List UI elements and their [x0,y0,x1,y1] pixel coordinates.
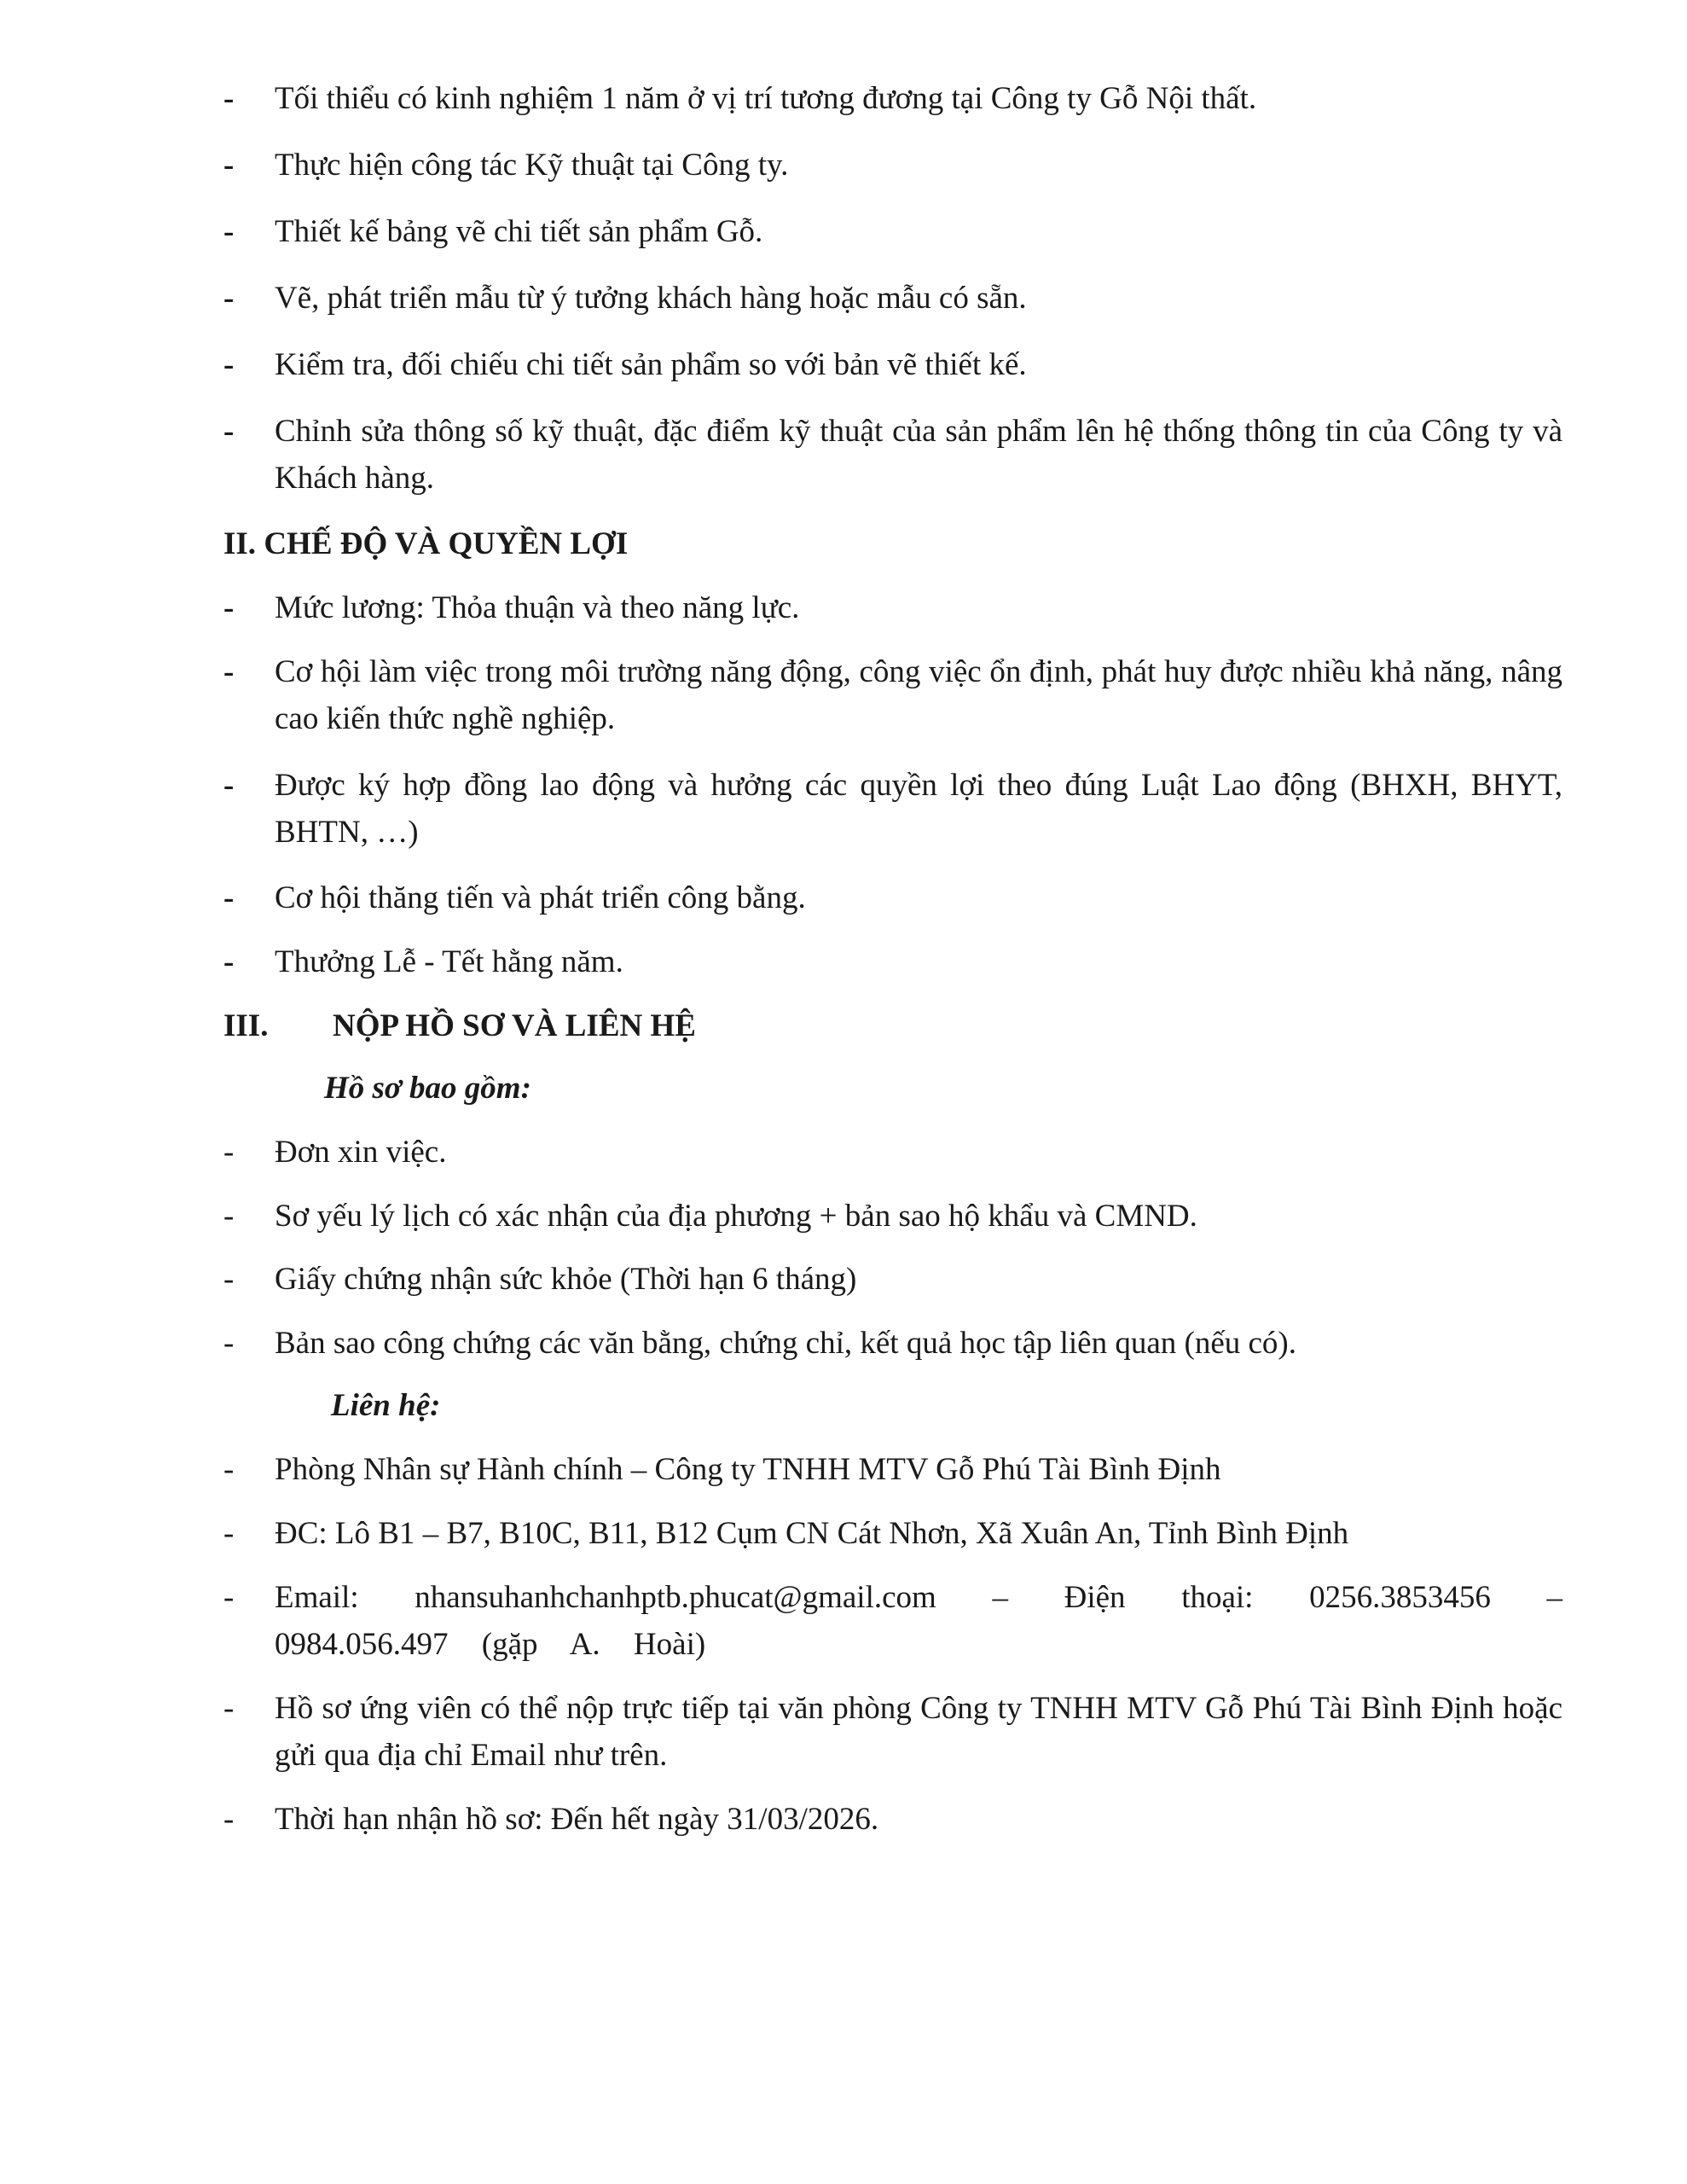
list-item-text: Được ký hợp đồng lao động và hưởng các quyền lợi theo đúng Luật Lao động (BHXH, BHYT, BHTN, …) [275,768,1562,850]
list-item-text: Mức lương: Thỏa thuận và theo năng lực. [275,590,800,625]
list-item-text: Thời hạn nhận hồ sơ: Đến hết ngày 31/03/2026. [275,1802,879,1837]
list-item-text: Vẽ, phát triển mẫu từ ý tưởng khách hàng hoặc mẫu có sẵn. [275,281,1027,316]
list-item-text: Bản sao công chứng các văn bằng, chứng chỉ, kết quả học tập liên quan (nếu có). [275,1326,1297,1361]
list-item-text: Chỉnh sửa thông số kỹ thuật, đặc điểm kỹ thuật của sản phẩm lên hệ thống thông tin của Công ty và Khách hàng. [275,414,1562,496]
list-item-text: Đơn xin việc. [275,1135,447,1170]
list-item-text: ĐC: Lô B1 – B7, B10C, B11, B12 Cụm CN Cát Nhơn, Xã Xuân An, Tỉnh Bình Định [275,1516,1349,1551]
section-number: III. [223,1008,269,1043]
section-title: CHẾ ĐỘ VÀ QUYỀN LỢI [264,526,629,561]
bullet-dash: - [223,1326,235,1361]
list-item-text: Sơ yếu lý lịch có xác nhận của địa phương + bản sao hộ khẩu và CMND. [275,1199,1197,1234]
bullet-dash: - [223,1802,235,1837]
documents-subheading: Hồ sơ bao gồm: [324,1071,531,1106]
bullet-dash: - [223,1452,235,1487]
list-item-text: Kiểm tra, đối chiếu chi tiết sản phẩm so với bản vẽ thiết kế. [275,347,1027,382]
section-heading-benefits [223,520,628,567]
list-item-text: Thưởng Lễ - Tết hằng năm. [275,944,623,979]
bullet-dash: - [223,590,235,625]
section-number: II. [223,526,257,561]
bullet-dash: - [223,944,235,979]
list-item-text: Email: nhansuhanhchanhptb.phucat@gmail.com – Điện thoại: 0256.3853456 – 0984.056.497 (gặp A. Hoài) [275,1580,1562,1662]
list-item-text: Tối thiểu có kinh nghiệm 1 năm ở vị trí tương đương tại Công ty Gỗ Nội thất. [275,81,1257,116]
bullet-dash: - [223,1262,235,1297]
bullet-dash: - [223,214,235,249]
bullet-dash: - [223,1516,235,1551]
bullet-dash: - [223,880,235,915]
contact-subheading: Liên hệ: [331,1388,441,1423]
bullet-dash: - [223,81,235,116]
list-item-text: Thiết kế bảng vẽ chi tiết sản phẩm Gỗ. [275,214,763,249]
bullet-dash: - [223,347,235,382]
list-item-text: Cơ hội thăng tiến và phát triển công bằng. [275,880,806,915]
list-item-text: Thực hiện công tác Kỹ thuật tại Công ty. [275,148,789,183]
bullet-dash: - [223,148,235,183]
bullet-dash: - [223,768,235,803]
list-item-text: Phòng Nhân sự Hành chính – Công ty TNHH MTV Gỗ Phú Tài Bình Định [275,1452,1221,1487]
list-item-text: Hồ sơ ứng viên có thể nộp trực tiếp tại văn phòng Công ty TNHH MTV Gỗ Phú Tài Bình Định hoặc gửi qua địa chỉ Email như trên. [275,1691,1562,1773]
list-item-text: Cơ hội làm việc trong môi trường năng động, công việc ổn định, phát huy được nhiều khả năng, nâng cao kiến thức nghề nghiệp. [275,654,1562,736]
bullet-dash: - [223,654,235,689]
bullet-dash: - [223,414,235,449]
bullet-dash: - [223,1580,235,1615]
bullet-dash: - [223,1199,235,1234]
bullet-dash: - [223,1135,235,1170]
bullet-dash: - [223,1691,235,1726]
list-item-text: Giấy chứng nhận sức khỏe (Thời hạn 6 tháng) [275,1262,857,1297]
section-title: NỘP HỒ SƠ VÀ LIÊN HỆ [333,1008,696,1043]
bullet-dash: - [223,281,235,316]
